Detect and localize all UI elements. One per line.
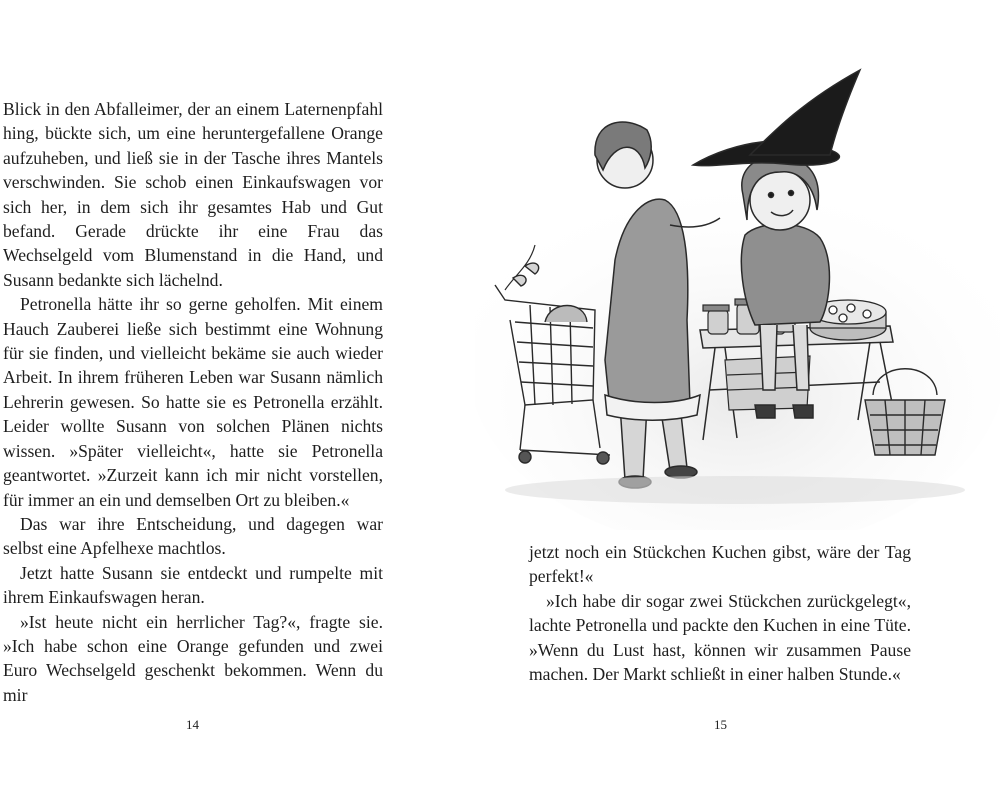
background-wash <box>475 170 1000 530</box>
paragraph: Blick in den Abfalleimer, der an einem Laternenpfahl hing, bückte sich, um eine heruntergefallene Orange aufzuheben, und ließ sie in der Tasche ihres Mantels verschwinden. Sie schob einen Einkaufswagen vor sich her, in dem sich ihr gesamtes Hab und Gut befand. Gerade drückte ihr eine Frau das Wechselgeld vom Blumenstand in die Hand, und Susann bedankte sich lächelnd. <box>3 99 383 290</box>
paragraph: Petronella hätte ihr so gerne geholfen. Mit einem Hauch Zauberei ließe sich bestimmt eine Wohnung für sie finden, und vielleicht bekäme sie auch wieder Arbeit. In ihrem früheren Leben war Susann nämlich Lehrerin gewesen. So hatte sie es Petronella erzählt. Leider wollte Susann von solchen Plänen nichts wissen. »Später vielleicht«, hatte sie Petronella geantwortet. »Zurzeit kann ich mir nicht vorstellen, für immer an ein und demselben Ort zu bleiben.« <box>3 294 383 510</box>
right-page-text <box>529 540 911 686</box>
paragraph: »Ich habe dir sogar zwei Stückchen zurückgelegt«, lachte Petronella und packte den Kuchen in eine Tüte. »Wenn du Lust hast, können wir zusammen Pause machen. Der Markt schließt in einer halben Stunde.« <box>529 590 911 685</box>
market-stall-illustration <box>475 60 1000 530</box>
page-number: 15 <box>714 717 727 732</box>
left-page-text <box>3 97 383 707</box>
paragraph: Das war ihre Entscheidung, und dagegen war selbst eine Apfelhexe machtlos. <box>3 513 383 559</box>
paragraph: jetzt noch ein Stückchen Kuchen gibst, wäre der Tag perfekt!« <box>529 542 911 587</box>
ground-shadow <box>505 476 965 504</box>
paragraph: »Ist heute nicht ein herrlicher Tag?«, fragte sie. »Ich habe schon eine Orange gefunden und zwei Euro Wechselgeld geschenkt bekommen. Wenn du mir <box>3 611 383 705</box>
page-number: 14 <box>186 717 199 732</box>
paragraph: Jetzt hatte Susann sie entdeckt und rumpelte mit ihrem Einkaufswagen heran. <box>3 562 383 608</box>
